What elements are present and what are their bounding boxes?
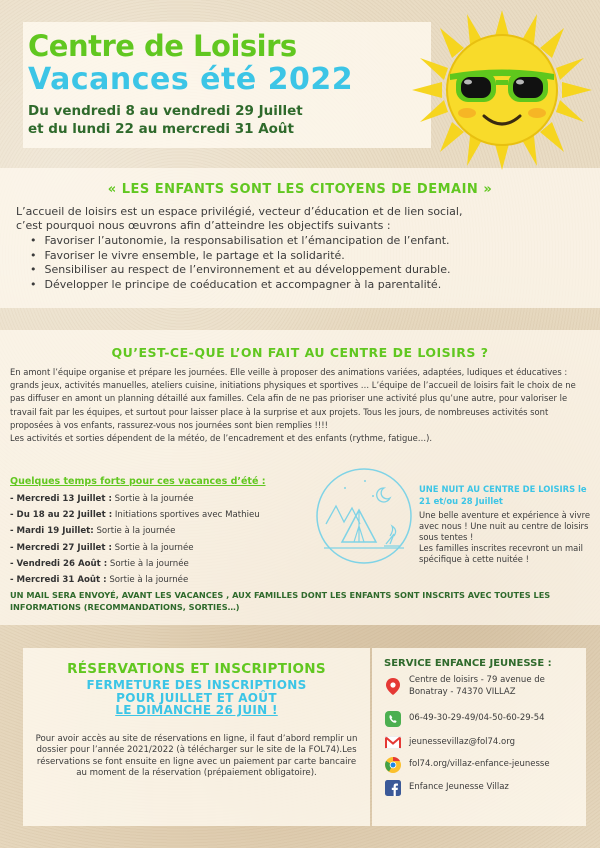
deadline-line1: FERMETURE DES INSCRIPTIONS <box>86 678 307 692</box>
intro-text <box>16 205 586 233</box>
highlight-date: - Mercredi 27 Juillet : <box>10 542 112 553</box>
list-item <box>10 556 310 572</box>
highlight-desc: Sortie à la journée <box>111 494 194 504</box>
night-event-text <box>419 510 597 565</box>
activities-heading: QU’EST-CE-QUE L’ON FAIT AU CENTRE DE LOISIRS ? <box>111 345 489 360</box>
objective-item: • Développer le principe de coéducation et accompagner à la parentalité. <box>30 278 590 293</box>
deadline-line3: LE DIMANCHE 26 JUIN ! <box>115 703 278 717</box>
highlight-date: - Vendredi 26 Août : <box>10 558 108 569</box>
citizens-quote: « LES ENFANTS SONT LES CITOYENS DE DEMAIN » <box>107 182 493 197</box>
objective-item: • Favoriser l’autonomie, la responsabilisation et l’émancipation de l’enfant. <box>30 234 590 249</box>
service-phone-row[interactable] <box>384 710 545 727</box>
night-event-title: UNE NUIT AU CENTRE DE LOISIRS le 21 et/ou 28 Juillet <box>419 484 587 506</box>
list-item <box>10 491 310 507</box>
service-email[interactable]: jeunessevillaz@fol74.org <box>409 736 515 747</box>
list-item <box>10 540 310 556</box>
night-event-text1: Une belle aventure et expérience à vivre avec nous ! Une nuit au centre de loisirs sous tentes ! <box>419 510 591 542</box>
service-email-row[interactable] <box>384 734 515 751</box>
dates <box>28 102 303 138</box>
objective-item: • Sensibiliser au respect de l’environnement et au développement durable. <box>30 263 590 278</box>
activities-description <box>10 366 590 445</box>
service-facebook[interactable]: Enfance Jeunesse Villaz <box>409 781 509 792</box>
activities-paragraph2: Les activités et sorties dépendent de la météo, de l’encadrement et des enfants (rythme, fatigue…). <box>10 433 433 444</box>
activities-paragraph: En amont l’équipe organise et prépare les journées. Elle veille à proposer des animations variées, adaptées, ludiques et éducatives : grands jeux, activités manuelles, ateliers cuisine, initiations physiques et sportives … L’équipe de l’accueil de loisirs fait le choix de ne pas diffuser en amont un planning détaillé aux familles. Cela afin de ne pas prioriser une activité plus qu’une autre, pour valoriser le travail fait par les équipes, et surtout pour laisser place à la surprise et aux projets. Tous les jours, de nombreuses activités sont proposées à vos enfants, rassurez-vous nos journées sont bien remplies !!!! <box>10 367 576 430</box>
reservations-text: Pour avoir accès au site de réservations en ligne, il faut d’abord remplir un dossier pour l’année 2021/2022 (à télécharger sur le site de la FOL74).Les réservations se font ensuite en ligne avec un paiement par carte bancaire au moment de la réservation (prépaiement obligatoire). <box>35 734 358 778</box>
tent-camp-icon <box>314 466 414 566</box>
whatsapp-phone-icon <box>384 710 401 727</box>
mail-notice: UN MAIL SERA ENVOYÉ, AVANT LES VACANCES , AUX FAMILLES DONT LES ENFANTS SONT INSCRITS AVEC TOUTES LES INFORMATIONS (RECOMMANDATIONS, SORTIES…) <box>10 590 551 612</box>
highlight-desc: Sortie à la journée <box>107 558 189 569</box>
intro-text-line1: L’accueil de loisirs est un espace privilégié, vecteur d’éducation et de lien social, <box>16 205 463 218</box>
highlights-list <box>10 491 310 588</box>
mail-icon <box>384 734 401 751</box>
title-line2: Vacances été 2022 <box>28 62 354 97</box>
highlight-desc: Initiations sportives avec Mathieu <box>112 510 260 521</box>
web-icon <box>384 756 401 773</box>
night-event-text2: Les familles inscrites recevront un mail spécifique à cette nuitée ! <box>419 543 583 564</box>
deadline-line2: POUR JUILLET ET AOÛT <box>116 690 277 705</box>
highlight-date: - Mercredi 31 Août : <box>10 575 107 586</box>
service-website-row[interactable] <box>384 756 550 773</box>
service-phone[interactable]: 06-49-30-29-49/04-50-60-29-54 <box>409 712 545 723</box>
sun-sunglasses-icon <box>412 10 592 170</box>
reservations-deadline <box>23 679 370 717</box>
dates-line1: Du vendredi 8 au vendredi 29 Juillet <box>28 103 303 119</box>
service-address-row <box>384 675 580 698</box>
highlights-heading: Quelques temps forts pour ces vacances d’été : <box>10 476 266 487</box>
location-pin-icon <box>384 678 401 695</box>
highlight-desc: Sortie à la journée <box>111 542 194 553</box>
service-website[interactable]: fol74.org/villaz-enfance-jeunesse <box>409 758 550 769</box>
list-item <box>10 507 310 523</box>
reservations-title: RÉSERVATIONS ET INSCRIPTIONS <box>67 661 326 677</box>
dates-line2: et du lundi 22 au mercredi 31 Août <box>28 121 294 137</box>
highlight-date: - Mardi 19 Juillet: <box>10 526 94 537</box>
highlight-date: - Mercredi 13 Juillet : <box>10 494 112 504</box>
highlight-desc: Sortie à la journée <box>93 526 176 537</box>
list-item <box>10 572 310 588</box>
list-item <box>10 523 310 539</box>
objective-item: • Favoriser le vivre ensemble, le partage et la solidarité. <box>30 249 590 264</box>
highlight-desc: Sortie à la journée <box>106 575 189 586</box>
service-facebook-row[interactable] <box>384 779 509 796</box>
highlight-date: - Du 18 au 22 Juillet : <box>10 510 113 521</box>
title-line1: Centre de Loisirs <box>28 29 297 63</box>
objectives-list <box>30 234 590 292</box>
service-address: Centre de loisirs - 79 avenue de Bonatray - 74370 VILLAZ <box>409 675 545 697</box>
intro-text-line2: c’est pourquoi nous œuvrons afin d’atteindre les objectifs suivants : <box>16 219 391 232</box>
service-title: SERVICE ENFANCE JEUNESSE : <box>384 658 552 669</box>
facebook-icon <box>384 779 401 796</box>
